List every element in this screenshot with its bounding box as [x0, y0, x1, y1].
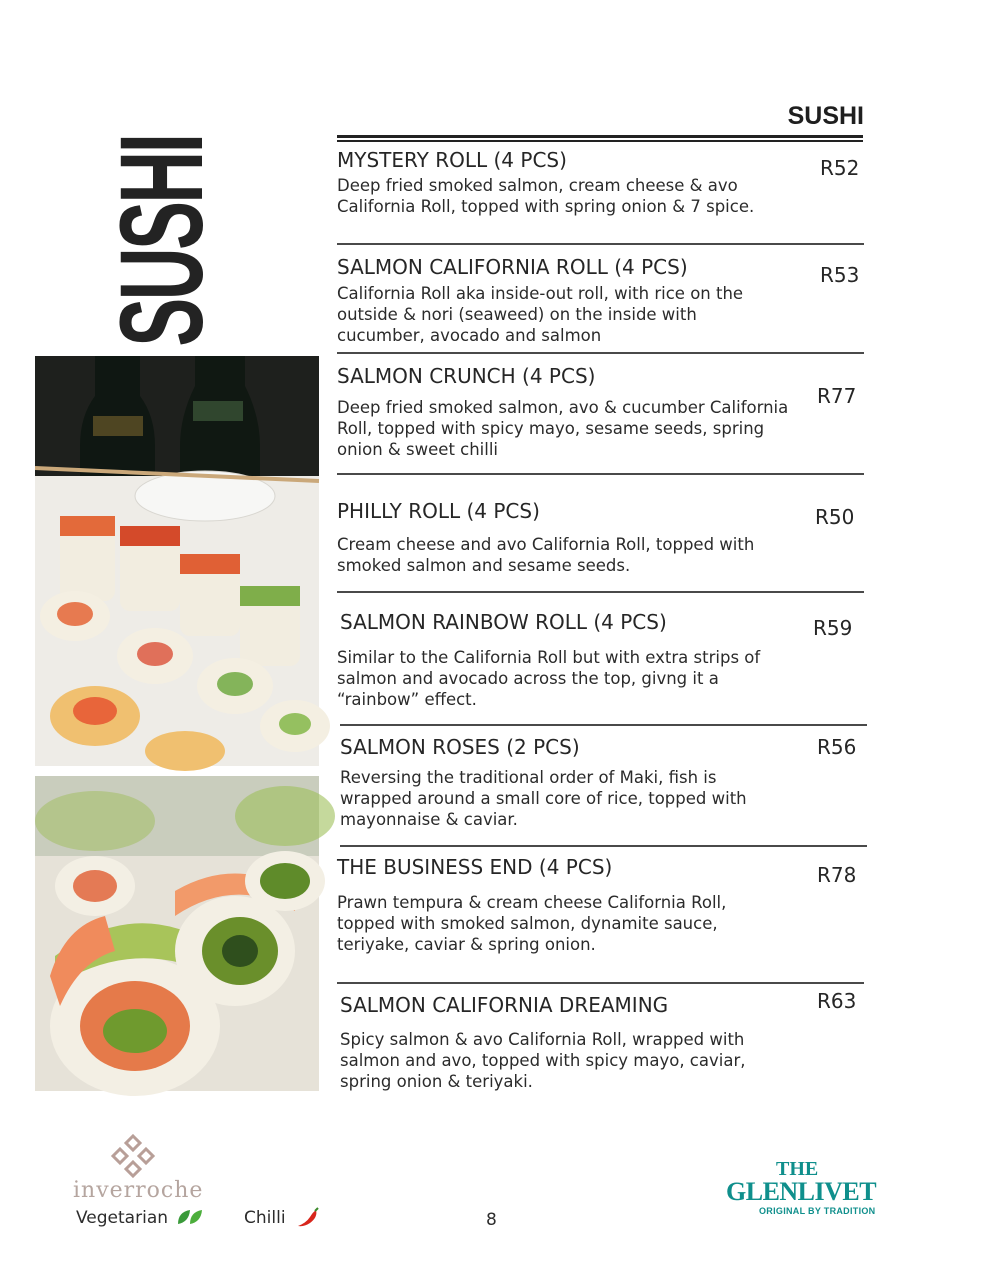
inverroche-logo-mark: [110, 1133, 156, 1179]
item-description: Deep fried smoked salmon, avo & cucumber California Roll, topped with spicy mayo, sesame seeds, spring onion & sweet chilli: [337, 398, 789, 459]
divider: [337, 473, 864, 475]
item-name: THE BUSINESS END (4 PCS): [337, 855, 613, 879]
inverroche-logo-text: inverroche: [73, 1178, 204, 1203]
item-description: California Roll aka inside-out roll, with rice on the outside & nori (seaweed) on the inside with cucumber, avocado and salmon: [337, 284, 744, 345]
menu-item-salmon-crunch: [337, 364, 863, 469]
item-description: Prawn tempura & cream cheese California Roll, topped with smoked salmon, dynamite sauce, teriyake, caviar & spring onion.: [337, 893, 727, 954]
menu-item-salmon-rainbow-roll: [337, 610, 863, 715]
menu-item-salmon-california-roll: [337, 255, 863, 350]
item-price: R50: [815, 505, 855, 529]
chilli-icon: [296, 1207, 320, 1233]
item-name: SALMON CRUNCH (4 PCS): [337, 364, 596, 388]
divider: [337, 352, 864, 354]
sushi-photo-top: [35, 356, 319, 766]
item-description: Reversing the traditional order of Maki, fish is wrapped around a small core of rice, topped with mayonnaise & caviar.: [340, 768, 747, 829]
divider: [337, 591, 864, 593]
side-title: [96, 134, 228, 347]
item-price: R63: [817, 989, 857, 1013]
glenlivet-logo-line1: THE: [776, 1158, 819, 1180]
divider: [340, 724, 867, 726]
item-name: SALMON ROSES (2 PCS): [340, 735, 580, 759]
menu-item-philly-roll: [337, 499, 863, 584]
page-number: 8: [486, 1210, 497, 1230]
item-name: SALMON CALIFORNIA DREAMING: [340, 993, 669, 1017]
menu-item-the-business-end: [337, 855, 863, 965]
item-description: Spicy salmon & avo California Roll, wrapped with salmon and avo, topped with spicy mayo, caviar, spring onion & teriyaki.: [340, 1030, 746, 1091]
item-price: R52: [820, 156, 860, 180]
item-price: R77: [817, 384, 857, 408]
heading-rule: [337, 135, 863, 142]
item-name: SALMON CALIFORNIA ROLL (4 PCS): [337, 255, 688, 279]
item-price: R56: [817, 735, 857, 759]
item-name: SALMON RAINBOW ROLL (4 PCS): [340, 610, 667, 634]
glenlivet-logo-line2: GLENLIVET: [726, 1177, 877, 1206]
sushi-photo-bottom: [35, 776, 319, 1091]
item-name: MYSTERY ROLL (4 PCS): [337, 148, 567, 172]
leaf-icon: [176, 1208, 204, 1230]
item-price: R59: [813, 616, 853, 640]
item-price: R53: [820, 263, 860, 287]
side-title-text: SUSHI: [96, 134, 228, 347]
item-description: Similar to the California Roll but with extra strips of salmon and avocado across the top, givng it a “rainbow” effect.: [337, 648, 761, 709]
glenlivet-tagline: ORIGINAL BY TRADITION: [759, 1206, 876, 1216]
item-description: Deep fried smoked salmon, cream cheese & avo California Roll, topped with spring onion & 7 spice.: [337, 176, 755, 216]
divider: [337, 982, 864, 984]
divider: [337, 243, 864, 245]
menu-item-salmon-california-dreaming: [340, 989, 866, 1093]
vegetarian-label: Vegetarian: [76, 1208, 169, 1228]
item-price: R78: [817, 863, 857, 887]
menu-item-mystery-roll: [337, 148, 863, 243]
item-description: Cream cheese and avo California Roll, topped with smoked salmon and sesame seeds.: [337, 535, 755, 575]
chilli-label: Chilli: [244, 1208, 286, 1228]
menu-item-salmon-roses: [340, 735, 866, 835]
section-heading: SUSHI: [787, 102, 864, 130]
item-name: PHILLY ROLL (4 PCS): [337, 499, 540, 523]
divider: [340, 845, 867, 847]
